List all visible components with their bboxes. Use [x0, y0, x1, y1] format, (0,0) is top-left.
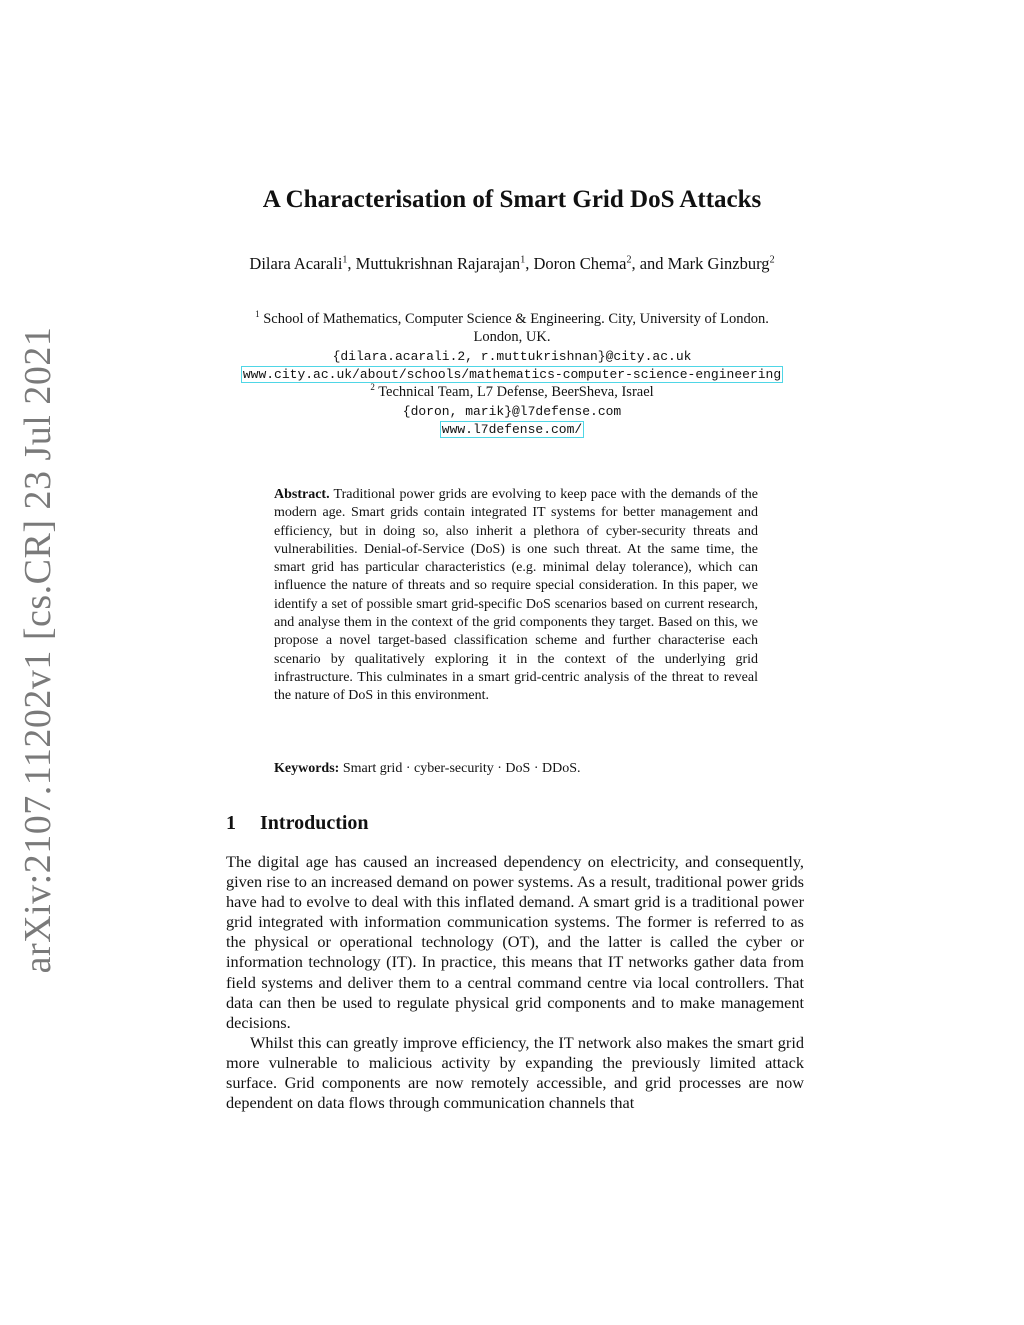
affil-email: {doron, marik}@l7defense.com: [402, 404, 622, 419]
author-name: , and Mark Ginzburg: [631, 254, 770, 273]
author-affil-marker: 1: [342, 254, 348, 266]
section-heading: [226, 812, 369, 835]
author-name: Dilara Acarali: [249, 254, 343, 273]
keywords-label: Keywords:: [274, 761, 340, 776]
author-affil-marker: 2: [626, 254, 632, 266]
keywords-text: Smart grid · cyber-security · DoS · DDoS.: [342, 761, 581, 776]
paper-title: A Characterisation of Smart Grid DoS Attacks: [262, 186, 762, 213]
paragraph: The digital age has caused an increased dependency on electricity, and consequently, given rise to an increased demand on power systems. As a result, traditional power grids have had to evolve to deal with this inflated demand. A smart grid is a traditional power grid integrated with information communication systems. The former is referred to as the physical or operational technology (OT), and the latter is called the cyber or information technology (IT). In practice, this means that IT networks gather data from field systems and deliver them to a central command centre via local controllers. That data can then be used to regulate physical grid components and to make management decisions.: [226, 852, 804, 1032]
affil-url-link[interactable]: www.l7defense.com/: [441, 422, 583, 437]
affil-marker: 2: [370, 382, 375, 393]
affil-text: School of Mathematics, Computer Science & Engineering. City, University of London. London, UK.: [263, 311, 769, 345]
section-number: 1: [226, 812, 236, 834]
abstract-text: Traditional power grids are evolving to keep pace with the demands of the modern age. Smart grids contain integrated IT systems for better management and efficiency, but in doing so, also inherit a plethora of cyber-security threats and vulnerabilities. Denial-of-Service (DoS) is one such threat. At the same time, the smart grid has particular characteristics (e.g. minimal delay tolerance), which can influence the nature of threats and so require special consideration. In this paper, we identify a set of possible smart grid-specific DoS scenarios based on current research, and analyse them in the context of the grid components they target. Based on this, we propose a novel target-based classification scheme and further characterise each scenario by qualitatively exploring it in the context of the underlying grid infrastructure. This culminates in a smart grid-centric analysis of the threat to reveal the nature of DoS in this environment.: [274, 487, 758, 704]
affil-email: {dilara.acarali.2, r.muttukrishnan}@city.ac.uk: [332, 349, 692, 364]
author-name: , Muttukrishnan Rajarajan: [347, 254, 521, 273]
author-list: [240, 254, 784, 274]
keywords: [274, 760, 758, 778]
affiliation-2-url: [230, 420, 794, 439]
affiliation-1-url: [200, 365, 824, 384]
abstract: [274, 486, 758, 706]
body-text: [226, 852, 804, 1113]
author-affil-marker: 1: [520, 254, 526, 266]
abstract-label: Abstract.: [274, 487, 330, 502]
paragraph: Whilst this can greatly improve efficiency, the IT network also makes the smart grid more vulnerable to malicious activity by expanding the previously limited attack surface. Grid components are now remotely accessible, and grid processes are now dependent on data flows through communication channels that: [226, 1032, 804, 1113]
section-title: Introduction: [260, 812, 369, 834]
affiliation-1: [230, 310, 794, 346]
arxiv-stamp: arXiv:2107.11202v1 [cs.CR] 23 Jul 2021: [17, 326, 59, 974]
author-affil-marker: 2: [769, 254, 775, 266]
author-name: , Doron Chema: [525, 254, 627, 273]
affiliation-1-email: [230, 347, 794, 366]
affil-marker: 1: [255, 309, 260, 320]
affiliation-2: [230, 383, 794, 401]
affil-url-link[interactable]: www.city.ac.uk/about/schools/mathematics-computer-science-engineering: [242, 367, 782, 382]
affil-text: Technical Team, L7 Defense, BeerSheva, Israel: [378, 384, 654, 400]
affiliation-2-email: [230, 402, 794, 421]
